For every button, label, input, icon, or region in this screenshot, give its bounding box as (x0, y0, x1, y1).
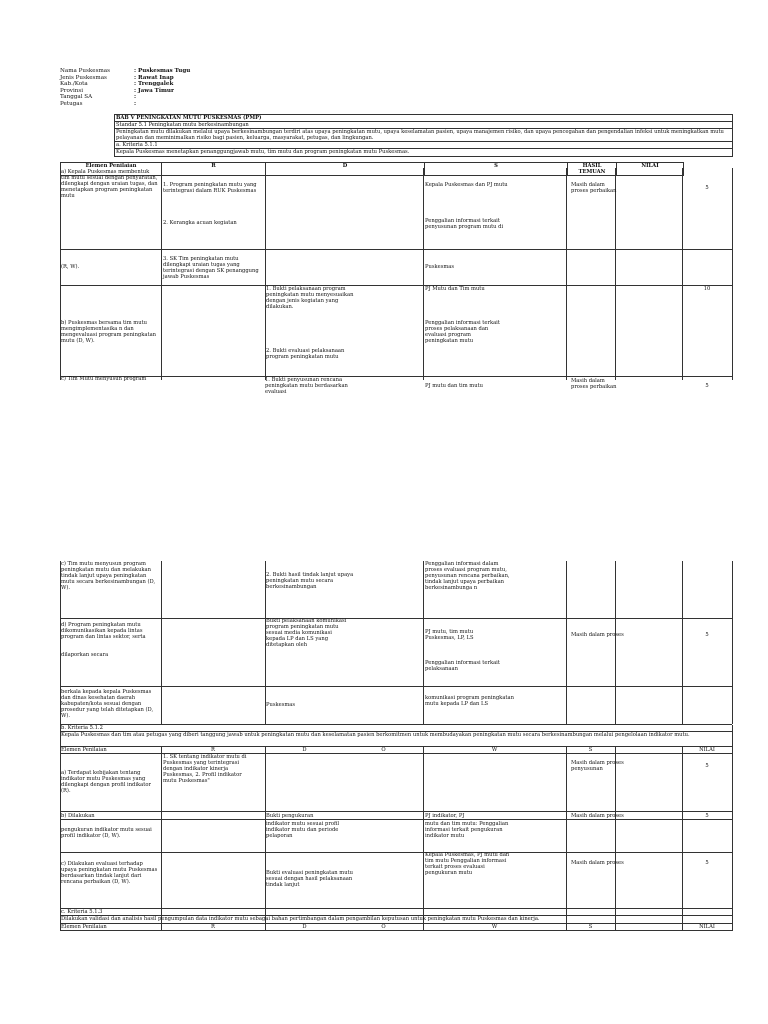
info-row: Jenis Puskesmas : Rawat Inap (60, 74, 174, 81)
header2-d: D (302, 747, 307, 753)
header-d: D (266, 163, 425, 176)
r-item-3: 3. SK Tim peningkatan mutu dilengkapi uraian tugas yang terintegrasi dengan SK penanggung jawab Puskesmas (163, 256, 259, 281)
w-item-5: Penggalian informasi terkait proses pelaksanaan dan evaluasi program peningkatan mutu (425, 320, 500, 345)
d-item-9: Bukti evaluasi peningkatan mutu sesuai dengan hasil pelaksanaan tindak lanjut (266, 870, 353, 889)
info-row: Tanggal SA : (60, 94, 137, 101)
w-item-8: PJ mutu, tim mutu Puskesmas, LP, LS (425, 629, 474, 642)
ep-a: a) Kepala Puskesmas membentuk tim mutu sesuai dengan penyaratan, dilengkapi dengan uraian tugas, dan menetapkan program peningkatan mutu (61, 169, 158, 200)
w-item-7: Penggalian informasi dalam proses evaluasi program mutu, penyusunan rencana perbaikan, tindak lanjut upaya perbaikan berkesinambunga n (425, 561, 510, 592)
w-item-10: komunikasi program peningkatan mutu kepada LP dan LS (425, 695, 514, 708)
table2-body (60, 561, 732, 938)
header3-d: D (302, 924, 307, 930)
d-item-2: 2. Bukti evaluasi pelaksanaan program peningkatan mutu (266, 348, 345, 361)
kriteria-title: a. Kriteria 5.1.1 (115, 142, 733, 149)
ep-c-2: c) Dilakukan evaluasi terhadap upaya peningkatan mutu Puskesmas berdasarkan tindak lanjut dari rencana perbaikan (D, W). (61, 861, 158, 886)
info-row: Petugas : (60, 100, 137, 107)
ep-d-3: berkala kepada kepala Puskesmas dan dinas kesehatan daerah kabupaten/kota sesuai dengan prosedur yang telah ditetapkan (D, W). (61, 689, 154, 720)
hasil-6: Masih dalam proses (571, 860, 624, 866)
r-item-4: 1. SK tentang indikator mutu di Puskesmas yang terintegrasi dengan indikator kinerja Puskesmas, 2. Profil indikator mutu Puskesmas" (163, 754, 247, 785)
w-item-4: PJ Mutu dan Tim mutu (425, 286, 485, 292)
d-item-7: Bukti pengukuran (266, 813, 314, 819)
w-item-1: Kepala Puskesmas dan PJ mutu (425, 182, 508, 188)
ep-d-2: dilaporkan secara (61, 652, 109, 658)
ep-c-cut: c) Tim Mutu menyusun program (61, 376, 147, 381)
info-row: Provinsi : Jawa Timur (60, 87, 174, 94)
bab-title: BAB V PENINGKATAN MUTU PUSKESMAS (PMP) (115, 115, 733, 122)
nilai-1: 5 (705, 185, 709, 191)
ep-b-3: pengukuran indikator mutu sesuai profil indikator (D, W). (61, 827, 152, 840)
ep-c: c) Tim mutu menyusun program peningkatan mutu dan melakukan tindak lanjut upaya peningkatan mutu secara berkesinambungan (D, W). (61, 561, 156, 592)
header-hasil: HASIL TEMUAN (568, 163, 617, 176)
nilai-4: 5 (705, 632, 709, 638)
table1-c-lines (60, 376, 732, 380)
header2-o: O (381, 747, 386, 753)
nilai-7: 5 (705, 860, 709, 866)
ep-d: d) Program peningkatan mutu dikomunikasikan kepada lintas program dan lintas sektor, serta (61, 622, 146, 641)
hasil-1: Masih dalam proses perbaikan (571, 182, 617, 195)
w-item-6: PJ mutu dan tim mutu (425, 383, 483, 389)
r-item-1: 1. Program peningkatan mutu yang terintegrasi dalam RUK Puskesmas (163, 182, 257, 195)
w-item-9: Penggalian informasi terkait pelaksanaan (425, 660, 500, 673)
kriteria-b-title: b. Kriteria 5.1.2 (61, 725, 103, 731)
header2-w: W (491, 747, 498, 753)
table1-body (60, 168, 732, 378)
w-item-12: mutu dan tim mutu: Penggalian informasi terkait pengukuran indikator mutu (425, 821, 509, 840)
w-item-3: Puskesmas (425, 264, 455, 270)
d-item-6: Puskesmas (266, 702, 296, 708)
header3-elemen: Elemen Penilaian (61, 924, 107, 930)
kriteria-c-desc: Dilakukan validasi dan analisis hasil pengumpulan data indikator mutu sebagai bahan pertimbangan dalam pengambilan keputusan untuk peningkatan mutu Puskesmas dan kinerja. (61, 916, 540, 922)
w-item-13: Kepala Puskesmas, PJ mutu dan tim mutu Penggalian informasi terkait proses evaluasi pengukuran mutu (425, 852, 510, 877)
nilai-5: 5 (705, 763, 709, 769)
d-item-3: 1. Bukti penyusunan rencana peningkatan mutu berdasarkan evaluasi (265, 377, 348, 396)
nilai-2: 10 (703, 286, 711, 292)
info-row: Kab./Kota : Trenggalek (60, 81, 174, 88)
d-item-5: Bukti pelaksanaan komunikasi program peningkatan mutu sesuai media komunikasi kepada LP dan LS yang ditetapkan oleh (266, 618, 347, 649)
d-item-8: indikator mutu sesuai profil indikator mutu dan periode pelaporan (266, 821, 340, 840)
ep-b-2: b) Dilakukan (61, 813, 95, 819)
d-item-1: 1. Bukti pelaksanaan program peningkatan mutu menyesuaikan dengan jenis kegiatan yang dilakukan. (266, 286, 354, 311)
header3-s: S (588, 924, 593, 930)
puskesmas-info (60, 68, 190, 108)
assessment-table-main-1 (114, 114, 733, 157)
kriteria-b-desc: Kepala Puskesmas dan tim atau petugas yang diberi tanggung jawab untuk peningkatan mutu dan keselamatan pasien berkomitmen untuk membudayakan peningkatan mutu secara berkesinambungan melalui pengelolaan indikator mutu. (61, 732, 690, 738)
header3-r: R (211, 924, 215, 930)
header3-w: W (491, 924, 498, 930)
ep-b: b) Puskesmas bersama tim mutu mengimplementasika n dan mengevaluasi program peningkatan mutu (D, W). (61, 320, 156, 345)
kriteria-c-title: c. Kriteria 5.1.3 (61, 909, 103, 915)
header-s: S (425, 163, 568, 176)
header3-nilai: NILAI (699, 924, 715, 930)
header2-nilai: NILAI (699, 747, 715, 753)
header-elemen: Elemen Penilaian (61, 163, 162, 176)
hasil-5: Masih dalam proses (571, 813, 624, 819)
ep-a-2: a) Terdapat kebijakan tentang indikator mutu Puskesmas yang dilengkapi dengan profil indikator (R). (61, 770, 151, 795)
w-item-11: PJ indikator, PJ (425, 813, 465, 819)
standar-title: Standar 5.1 Peningkatan mutu berkesinambungan (115, 122, 733, 129)
standar-description: Peningkatan mutu dilakukan melalui upaya berkesinambungan terdiri atas upaya peningkatan mutu, upaya keselamatan pasien, upaya manajemen risiko, dan upaya pencegahan dan pengendalian infeksi untuk meningkatkan mutu pelayanan dan meminimalkan risiko bagi pasien, keluarga, masyarakat, petugas, dan lingkungan. (115, 129, 733, 142)
kriteria-description: Kepala Puskesmas menetapkan penanggungjawab mutu, tim mutu dan program peningkatan mutu Puskesmas. (115, 149, 733, 156)
hasil-2: Masih dalam proses perbaikan (571, 378, 617, 391)
header3-o: O (381, 924, 386, 930)
ep-rw: (R, W). (61, 264, 80, 270)
hasil-4: Masih dalam proses penyusunan (571, 760, 624, 773)
header2-s: S (588, 747, 593, 753)
info-row: Nama Puskesmas : Puskesmas Tugu (60, 68, 191, 74)
header-nilai: NILAI (617, 163, 684, 176)
hasil-3: Masih dalam proses (571, 632, 624, 638)
header2-elemen: Elemen Penilaian (61, 747, 107, 753)
nilai-6: 5 (705, 813, 709, 819)
header2-r: R (211, 747, 215, 753)
d-item-4: 2. Bukti hasil tindak lanjut upaya peningkatan mutu secara berkesinambungan (266, 572, 354, 591)
r-item-2: 2. Kerangka acuan kegiatan (163, 220, 237, 226)
header-r: R (162, 163, 266, 176)
w-item-2: Penggalian informasi terkait penyusunan program mutu di (425, 218, 504, 231)
nilai-3: 5 (705, 383, 709, 389)
